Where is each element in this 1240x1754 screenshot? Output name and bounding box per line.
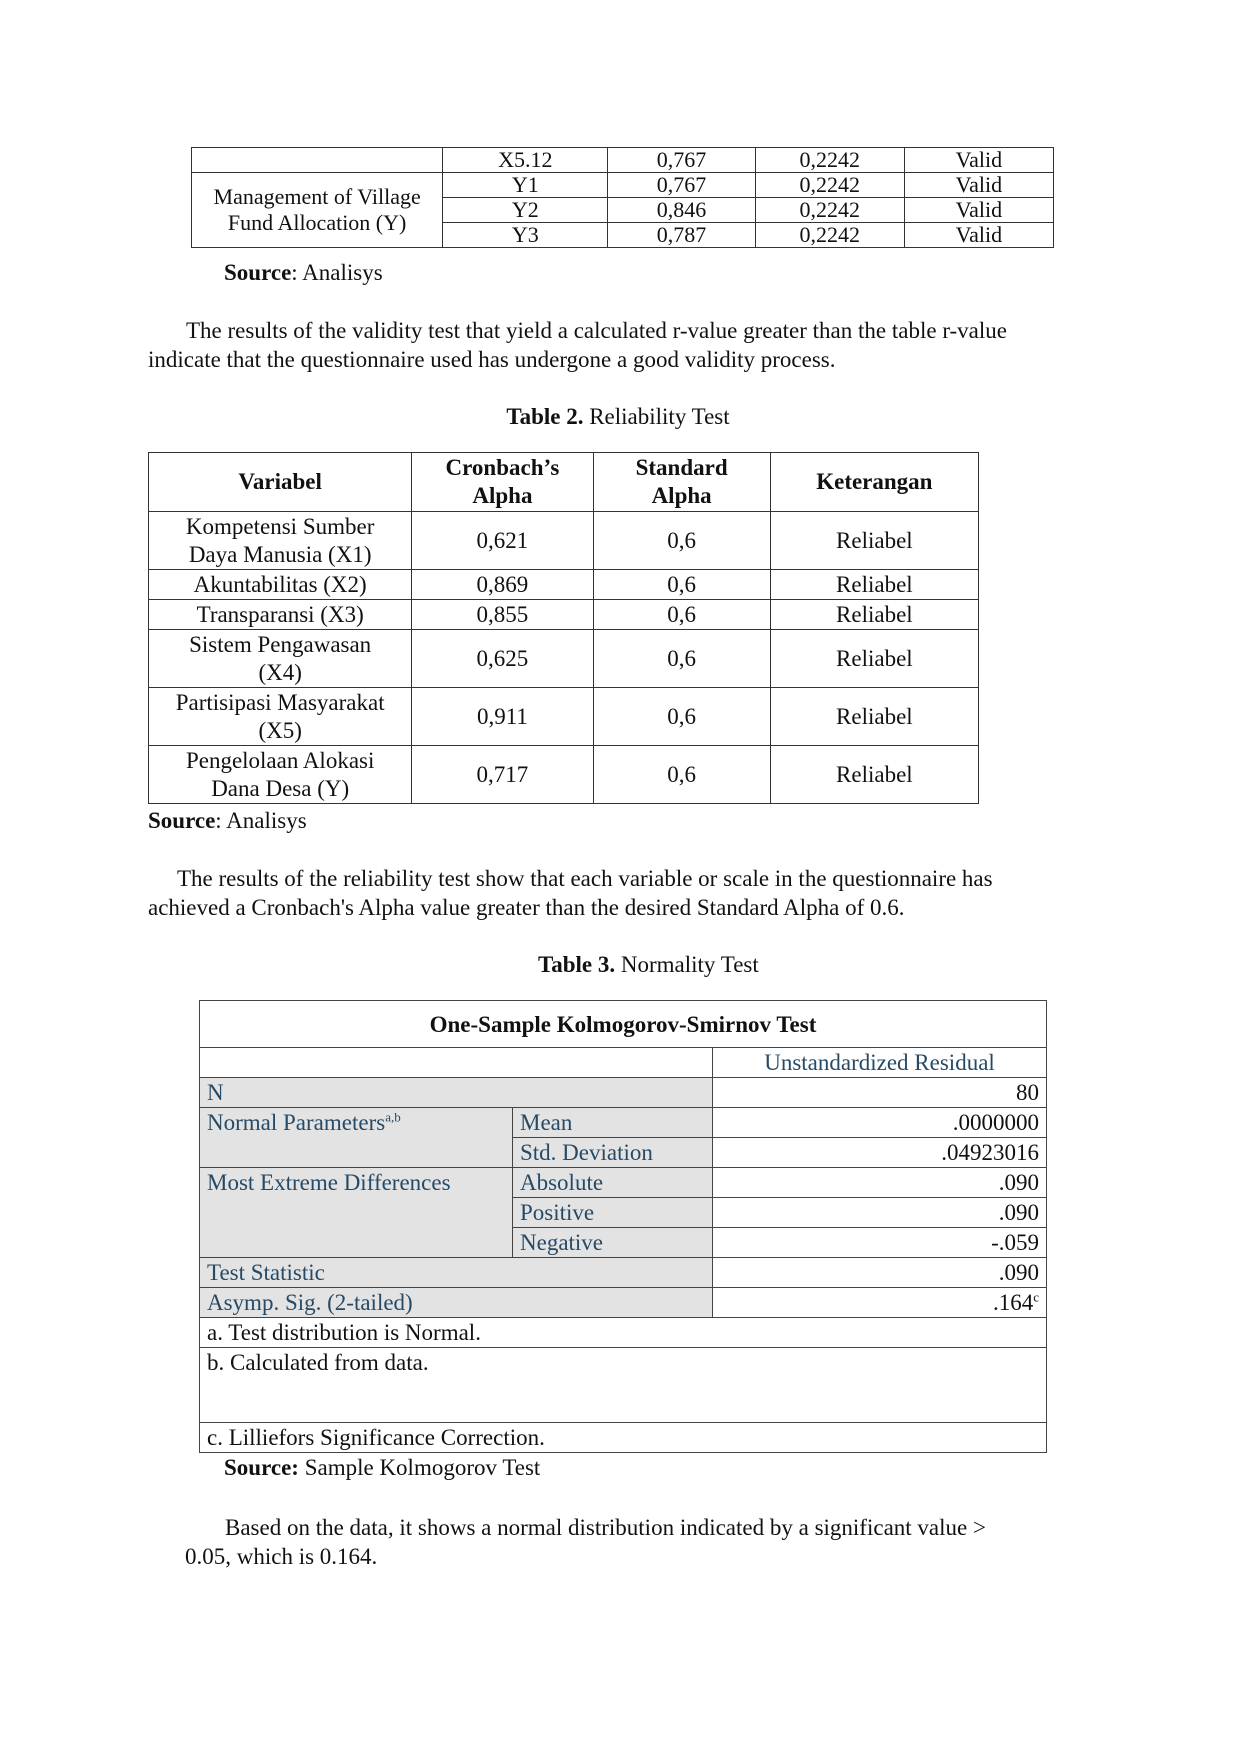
table-row <box>192 173 1054 198</box>
alpha-cell: 0,625 <box>412 630 593 688</box>
table3-source <box>224 1455 540 1481</box>
table2-source <box>148 808 307 834</box>
keterangan-cell: Reliabel <box>770 746 978 804</box>
validity-table-fragment <box>191 147 1054 248</box>
empty-header-cell <box>200 1048 713 1078</box>
positive-label: Positive <box>513 1198 713 1228</box>
sd-value: .04923016 <box>713 1138 1047 1168</box>
standard-cell: 0,6 <box>593 512 770 570</box>
source-label: Source <box>224 260 292 285</box>
title-row <box>200 1001 1047 1048</box>
source-text: Sample Kolmogorov Test <box>298 1455 541 1480</box>
variable-cell: Akuntabilitas (X2) <box>149 570 412 600</box>
footnote-row <box>200 1423 1047 1453</box>
col-header-keterangan: Keterangan <box>770 453 978 512</box>
variable-cell: Kompetensi Sumber Daya Manusia (X1) <box>149 512 412 570</box>
source-text: : Analisys <box>291 260 383 285</box>
table-row <box>200 1108 1047 1138</box>
asymp-sig-label: Asymp. Sig. (2-tailed) <box>200 1288 713 1318</box>
paragraph-line: The results of the reliability test show that each variable or scale in the questionnaire has <box>177 866 993 891</box>
variable-cell: Pengelolaan Alokasi Dana Desa (Y) <box>149 746 412 804</box>
footnote-c: c. Lilliefors Significance Correction. <box>200 1423 1047 1453</box>
standard-cell: 0,6 <box>593 746 770 804</box>
paragraph-line: Based on the data, it shows a normal distribution indicated by a significant value > <box>225 1515 986 1540</box>
paragraph-line: The results of the validity test that yield a calculated r-value greater than the table r-value <box>186 318 1007 343</box>
keterangan-cell: Reliabel <box>770 688 978 746</box>
table-row <box>149 512 979 570</box>
standard-cell: 0,6 <box>593 600 770 630</box>
group-label-line: Management of Village <box>213 184 421 209</box>
table-row <box>200 1078 1047 1108</box>
mean-value: .0000000 <box>713 1108 1047 1138</box>
source-label: Source <box>148 808 216 833</box>
positive-value: .090 <box>713 1198 1047 1228</box>
absolute-label: Absolute <box>513 1168 713 1198</box>
keterangan-cell: Reliabel <box>770 630 978 688</box>
group-label-line: Fund Allocation (Y) <box>227 210 407 235</box>
r-table-cell: 0,2242 <box>755 223 904 248</box>
table-row <box>149 688 979 746</box>
item-cell: Y2 <box>443 198 608 223</box>
footnote-marker: a,b <box>385 1109 401 1125</box>
table2-caption <box>0 404 1240 430</box>
footnote-b: b. Calculated from data. <box>200 1348 1047 1423</box>
normality-test-table <box>199 1000 1047 1453</box>
n-label: N <box>200 1078 713 1108</box>
test-statistic-label: Test Statistic <box>200 1258 713 1288</box>
header-row <box>149 453 979 512</box>
paragraph-validity <box>148 316 1108 374</box>
normal-params-label: Normal Parameters$^{a,b}$ <box>200 1108 513 1168</box>
alpha-cell: 0,911 <box>412 688 593 746</box>
paragraph-reliability <box>148 864 1108 922</box>
alpha-cell: 0,621 <box>412 512 593 570</box>
col-header-standard: Standard Alpha <box>593 453 770 512</box>
footnote-row <box>200 1318 1047 1348</box>
r-calc-cell: 0,846 <box>608 198 755 223</box>
table-row <box>200 1168 1047 1198</box>
alpha-cell: 0,855 <box>412 600 593 630</box>
r-calc-cell: 0,787 <box>608 223 755 248</box>
r-table-cell: 0,2242 <box>755 173 904 198</box>
table-row <box>192 148 1054 173</box>
asymp-sig-value: .164$^c$ <box>713 1288 1047 1318</box>
standard-cell: 0,6 <box>593 688 770 746</box>
status-cell: Valid <box>904 223 1053 248</box>
keterangan-cell: Reliabel <box>770 600 978 630</box>
test-statistic-value: .090 <box>713 1258 1047 1288</box>
caption-label: Table 2. <box>506 404 584 429</box>
paragraph-normality <box>185 1513 1085 1571</box>
col-header-variabel: Variabel <box>149 453 412 512</box>
status-cell: Valid <box>904 198 1053 223</box>
r-calc-cell: 0,767 <box>608 148 755 173</box>
negative-value: -.059 <box>713 1228 1047 1258</box>
item-cell: Y1 <box>443 173 608 198</box>
group-label-cell <box>192 173 443 248</box>
col-header-residual: Unstandardized Residual <box>713 1048 1047 1078</box>
absolute-value: .090 <box>713 1168 1047 1198</box>
footnote-row <box>200 1348 1047 1423</box>
table-title: One-Sample Kolmogorov-Smirnov Test <box>200 1001 1047 1048</box>
status-cell: Valid <box>904 173 1053 198</box>
table1-source <box>224 260 383 286</box>
paragraph-line: achieved a Cronbach's Alpha value greater than the desired Standard Alpha of 0.6. <box>148 895 905 920</box>
footnote-a: a. Test distribution is Normal. <box>200 1318 1047 1348</box>
table-row <box>149 600 979 630</box>
table-row <box>149 746 979 804</box>
r-calc-cell: 0,767 <box>608 173 755 198</box>
standard-cell: 0,6 <box>593 630 770 688</box>
r-table-cell: 0,2242 <box>755 198 904 223</box>
alpha-cell: 0,717 <box>412 746 593 804</box>
standard-cell: 0,6 <box>593 570 770 600</box>
reliability-table <box>148 452 979 804</box>
table-row <box>149 570 979 600</box>
caption-label: Table 3. <box>538 952 616 977</box>
r-table-cell: 0,2242 <box>755 148 904 173</box>
footnote-marker: c <box>1033 1289 1040 1305</box>
paragraph-line: indicate that the questionnaire used has undergone a good validity process. <box>148 347 836 372</box>
n-value: 80 <box>713 1078 1047 1108</box>
variable-cell: Sistem Pengawasan (X4) <box>149 630 412 688</box>
col-header-cronbach: Cronbach’s Alpha <box>412 453 593 512</box>
mean-label: Mean <box>513 1108 713 1138</box>
extreme-diff-label: Most Extreme Differences <box>200 1168 513 1258</box>
caption-text: Reliability Test <box>583 404 730 429</box>
caption-text: Normality Test <box>615 952 759 977</box>
keterangan-cell: Reliabel <box>770 570 978 600</box>
empty-cell <box>192 148 443 173</box>
item-cell: Y3 <box>443 223 608 248</box>
status-cell: Valid <box>904 148 1053 173</box>
negative-label: Negative <box>513 1228 713 1258</box>
source-label: Source: <box>224 1455 299 1480</box>
header-row <box>200 1048 1047 1078</box>
table3-caption <box>538 952 759 978</box>
item-cell: X5.12 <box>443 148 608 173</box>
table-row <box>200 1288 1047 1318</box>
table-row <box>200 1258 1047 1288</box>
variable-cell: Partisipasi Masyarakat (X5) <box>149 688 412 746</box>
keterangan-cell: Reliabel <box>770 512 978 570</box>
paragraph-line: 0.05, which is 0.164. <box>185 1544 378 1569</box>
alpha-cell: 0,869 <box>412 570 593 600</box>
table-row <box>149 630 979 688</box>
variable-cell: Transparansi (X3) <box>149 600 412 630</box>
source-text: : Analisys <box>215 808 307 833</box>
sd-label: Std. Deviation <box>513 1138 713 1168</box>
